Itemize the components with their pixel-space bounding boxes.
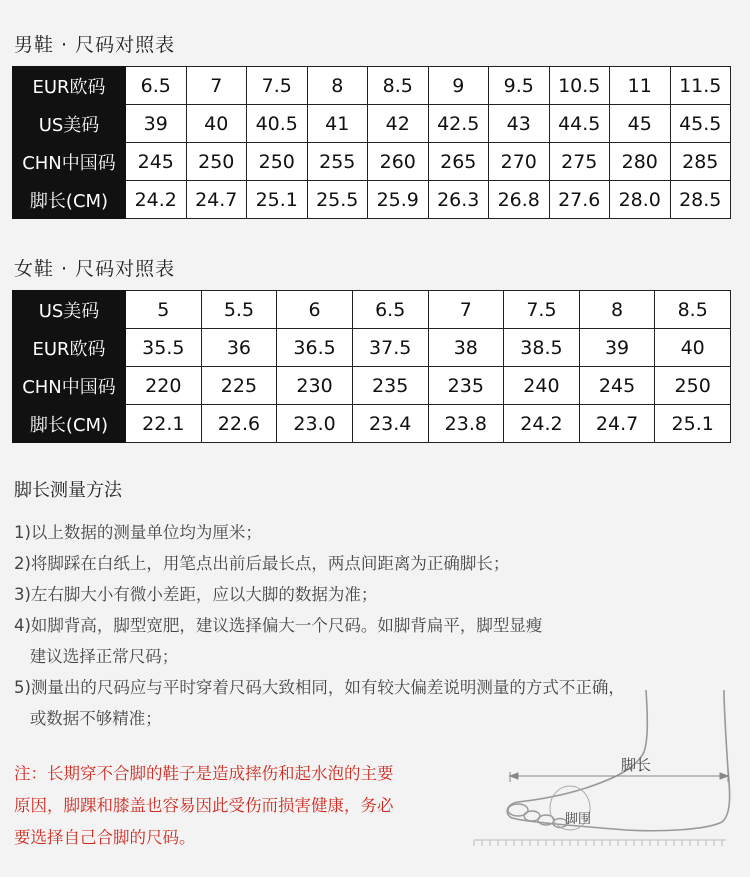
men-size-chart-title: 男鞋 · 尺码对照表 [14, 34, 176, 56]
table-cell: 245 [579, 367, 655, 405]
table-cell: 24.7 [579, 405, 655, 443]
method-line-3: 3)左右脚大小有微小差距，应以大脚的数据为准； [14, 585, 378, 604]
table-cell: 38.5 [504, 329, 580, 367]
table-cell: 250 [655, 367, 731, 405]
table-cell: 40.5 [247, 105, 308, 143]
table-cell: 36 [201, 329, 277, 367]
method-line-2: 2)将脚踩在白纸上，用笔点出前后最长点，两点间距离为正确脚长； [14, 554, 510, 573]
table-cell: 24.7 [186, 181, 247, 219]
table-cell: 45 [610, 105, 671, 143]
table-cell: 22.1 [126, 405, 202, 443]
table-cell: 240 [504, 367, 580, 405]
row-header: 脚长(CM) [13, 181, 126, 219]
table-cell: 5 [126, 291, 202, 329]
table-cell: 25.9 [368, 181, 429, 219]
foot-girth-label: 脚围 [564, 812, 592, 827]
row-header: EUR欧码 [13, 329, 126, 367]
table-cell: 245 [126, 143, 187, 181]
table-cell: 285 [670, 143, 731, 181]
foot-length-label: 脚长 [620, 756, 652, 774]
table-cell: 23.4 [352, 405, 428, 443]
table-cell: 36.5 [277, 329, 353, 367]
table-cell: 8 [307, 67, 368, 105]
row-header: EUR欧码 [13, 67, 126, 105]
table-cell: 26.8 [489, 181, 550, 219]
table-cell: 225 [201, 367, 277, 405]
table-cell: 6 [277, 291, 353, 329]
table-row [13, 367, 731, 405]
table-cell: 6.5 [352, 291, 428, 329]
table-cell: 39 [579, 329, 655, 367]
table-cell: 25.1 [655, 405, 731, 443]
table-cell: 22.6 [201, 405, 277, 443]
warning-line-1: 注：长期穿不合脚的鞋子是造成摔伤和起水泡的主要 [14, 764, 394, 783]
table-cell: 5.5 [201, 291, 277, 329]
table-cell: 44.5 [549, 105, 610, 143]
table-cell: 25.5 [307, 181, 368, 219]
table-cell: 9 [428, 67, 489, 105]
warning-line-3: 要选择自己合脚的尺码。 [14, 828, 196, 847]
table-cell: 35.5 [126, 329, 202, 367]
table-cell: 39 [126, 105, 187, 143]
table-row [13, 105, 731, 143]
table-cell: 7.5 [247, 67, 308, 105]
women-size-chart-title: 女鞋 · 尺码对照表 [14, 258, 176, 280]
table-cell: 250 [247, 143, 308, 181]
ruler-ground [474, 840, 726, 846]
table-cell: 38 [428, 329, 504, 367]
method-line-4-cont: 建议选择正常尺码； [14, 647, 179, 666]
table-cell: 7 [428, 291, 504, 329]
table-cell: 235 [352, 367, 428, 405]
table-cell: 255 [307, 143, 368, 181]
table-cell: 24.2 [504, 405, 580, 443]
table-cell: 260 [368, 143, 429, 181]
table-row [13, 405, 731, 443]
method-line-1: 1)以上数据的测量单位均为厘米； [14, 523, 262, 542]
table-cell: 235 [428, 367, 504, 405]
table-cell: 42.5 [428, 105, 489, 143]
foot-outline [507, 690, 729, 831]
table-cell: 280 [610, 143, 671, 181]
table-cell: 265 [428, 143, 489, 181]
table-row [13, 67, 731, 105]
women-size-table [12, 290, 731, 443]
table-cell: 8.5 [368, 67, 429, 105]
table-cell: 40 [655, 329, 731, 367]
table-cell: 23.8 [428, 405, 504, 443]
table-cell: 41 [307, 105, 368, 143]
row-header: US美码 [13, 291, 126, 329]
table-cell: 28.5 [670, 181, 731, 219]
men-size-table [12, 66, 731, 219]
table-cell: 6.5 [126, 67, 187, 105]
table-row [13, 143, 731, 181]
table-cell: 270 [489, 143, 550, 181]
table-cell: 8 [579, 291, 655, 329]
table-cell: 230 [277, 367, 353, 405]
table-cell: 23.0 [277, 405, 353, 443]
table-cell: 250 [186, 143, 247, 181]
table-row [13, 181, 731, 219]
table-cell: 43 [489, 105, 550, 143]
method-line-5: 5)测量出的尺码应与平时穿着尺码大致相同，如有较大偏差说明测量的方式不正确， [14, 678, 625, 697]
table-cell: 45.5 [670, 105, 731, 143]
table-cell: 26.3 [428, 181, 489, 219]
table-cell: 42 [368, 105, 429, 143]
table-cell: 11 [610, 67, 671, 105]
method-line-4: 4)如脚背高，脚型宽肥，建议选择偏大一个尺码。如脚背扁平，脚型显瘦 [14, 616, 543, 635]
table-cell: 37.5 [352, 329, 428, 367]
table-cell: 25.1 [247, 181, 308, 219]
foot-measurement-diagram [466, 690, 736, 860]
row-header: 脚长(CM) [13, 405, 126, 443]
table-cell: 275 [549, 143, 610, 181]
table-cell: 7 [186, 67, 247, 105]
length-arrow [510, 770, 728, 782]
table-cell: 11.5 [670, 67, 731, 105]
table-cell: 27.6 [549, 181, 610, 219]
row-header: CHN中国码 [13, 143, 126, 181]
table-row [13, 291, 731, 329]
row-header: US美码 [13, 105, 126, 143]
table-cell: 220 [126, 367, 202, 405]
measurement-method-title: 脚长测量方法 [14, 480, 122, 501]
warning-line-2: 原因，脚踝和膝盖也容易因此受伤而损害健康，务必 [14, 796, 394, 815]
table-row [13, 329, 731, 367]
table-cell: 7.5 [504, 291, 580, 329]
table-cell: 9.5 [489, 67, 550, 105]
table-cell: 10.5 [549, 67, 610, 105]
table-cell: 8.5 [655, 291, 731, 329]
table-cell: 24.2 [126, 181, 187, 219]
row-header: CHN中国码 [13, 367, 126, 405]
table-cell: 40 [186, 105, 247, 143]
table-cell: 28.0 [610, 181, 671, 219]
method-line-5-cont: 或数据不够精准； [14, 709, 162, 728]
